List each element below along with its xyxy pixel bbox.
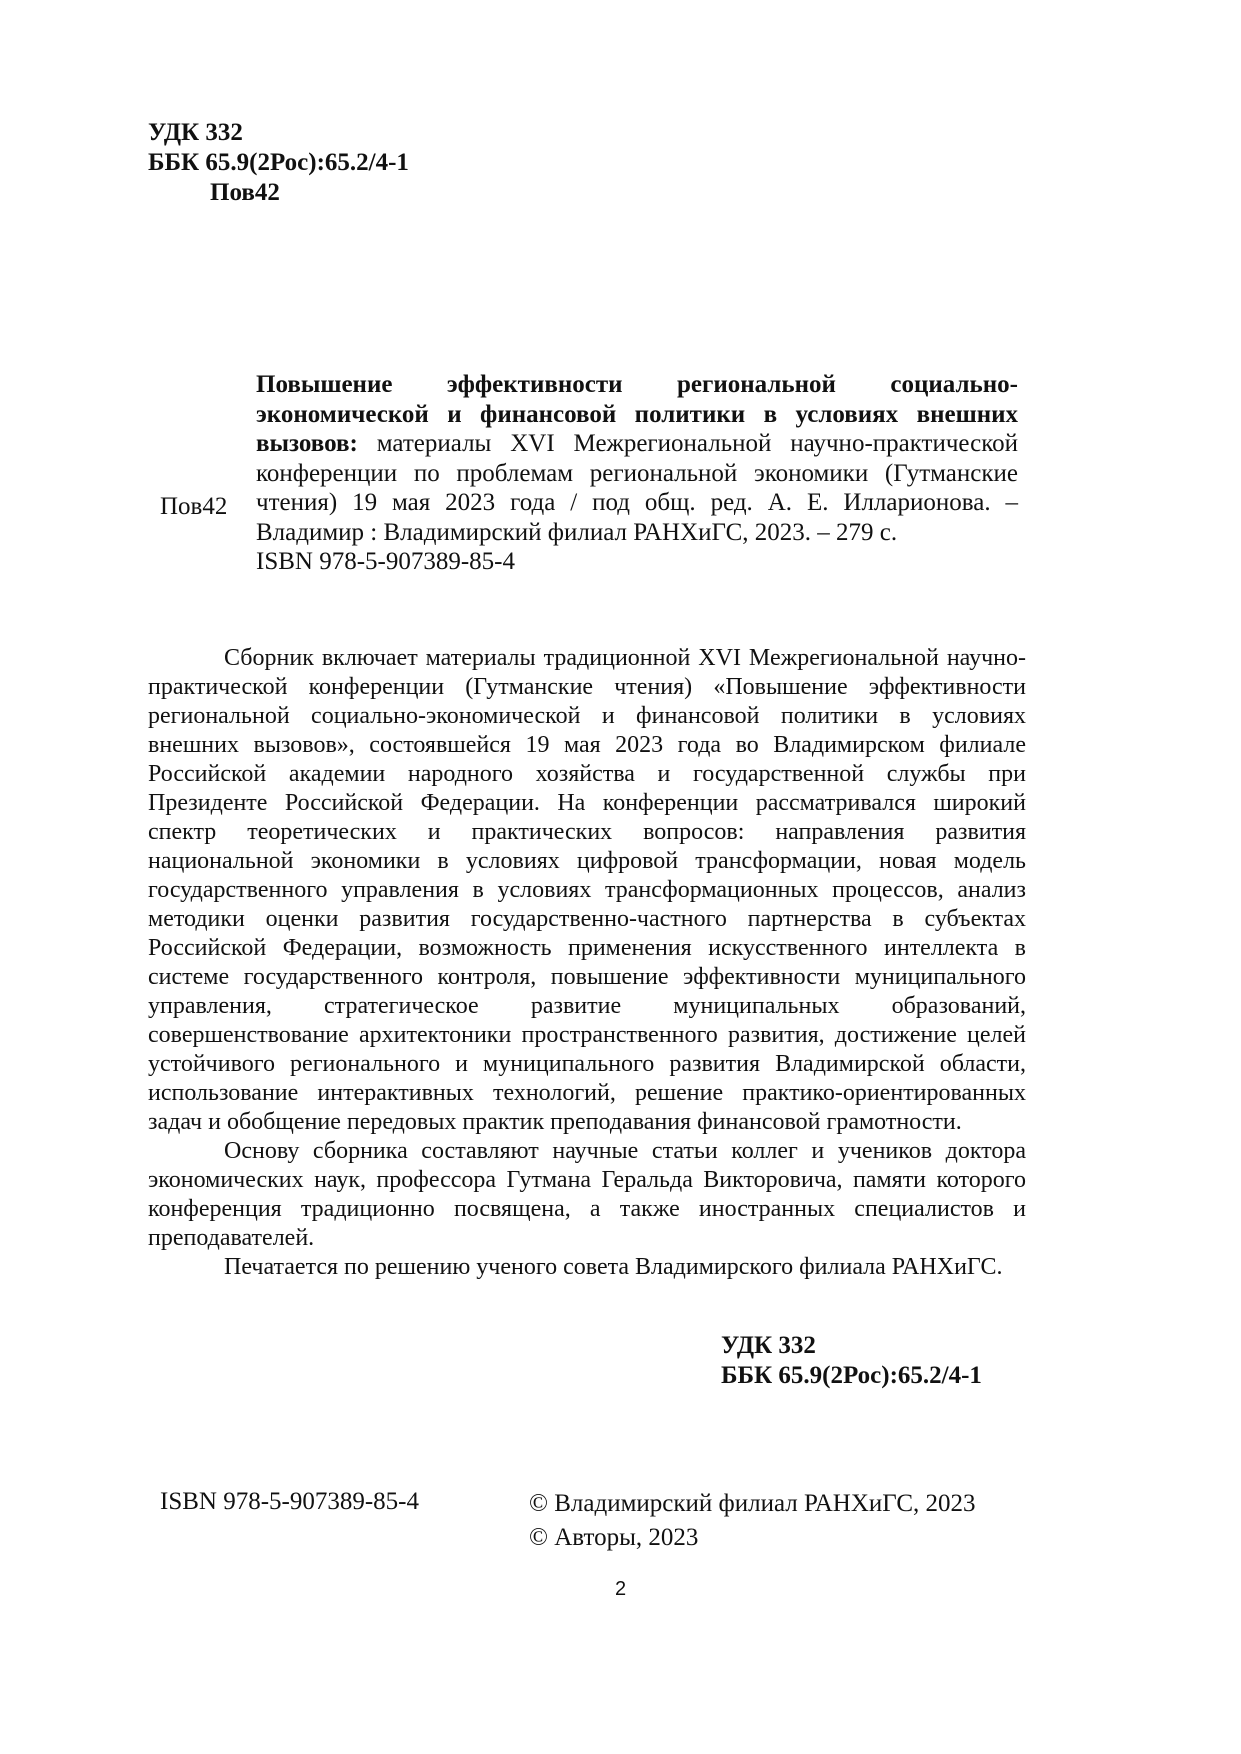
annotation-paragraph: Печатается по решению ученого совета Владимирского филиала РАНХиГС. [224,1254,1003,1280]
copyright-authors: © Авторы, 2023 [529,1524,699,1551]
author-mark: Пов42 [210,179,280,206]
bbk-code: ББК 65.9(2Рос):65.2/4-1 [721,1362,982,1389]
classification-codes-top [148,118,409,208]
classification-codes-bottom [721,1331,982,1391]
entry-isbn: ISBN 978-5-907389-85-4 [256,548,516,575]
udk-code: УДК 332 [721,1332,816,1359]
copyright-block [529,1487,976,1555]
bibliographic-entry [256,370,1018,577]
bbk-code: ББК 65.9(2Рос):65.2/4-1 [148,149,409,176]
catalog-code: Пов42 [160,493,228,520]
annotation [148,644,1026,1282]
copyright-publisher: © Владимирский филиал РАНХиГС, 2023 [529,1490,976,1517]
udk-code: УДК 332 [148,119,243,146]
annotation-paragraph: Основу сборника составляют научные статьи коллег и учеников доктора экономических наук, профессора Гутмана Геральда Викторовича, памяти которого конференция традиционно посвящена, а также иностранных специалистов и преподавателей. [148,1138,1026,1251]
book-description: материалы XVI Межрегиональной научно-практической конференции по проблемам региональной экономики (Гутманские чтения) 19 мая 2023 года / под общ. ред. А. Е. Илларионова. – Владимир : Владимирский филиал РАНХиГС, 2023. – 279 с. [256,430,1019,546]
imprint-isbn: ISBN 978-5-907389-85-4 [160,1488,420,1515]
page-number: 2 [614,1578,627,1600]
book-title: Повышение эффективности региональной социально-экономической и финансовой политики в условиях внешних вызовов: [256,371,1018,457]
annotation-paragraph: Сборник включает материалы традиционной XVI Межрегиональной научно-практической конференции (Гутманские чтения) «Повышение эффективности региональной социально-экономической и финансовой политики в условиях внешних вызовов», состоявшейся 19 мая 2023 года во Владимирском филиале Российской академии народного хозяйства и государственной службы при Президенте Российской Федерации. На конференции рассматривался широкий спектр теоретических и практических вопросов: направления развития национальной экономики в условиях цифровой трансформации, новая модель государственного управления в условиях трансформационных процессов, анализ методики оценки развития государственно-частного партнерства в субъектах Российской Федерации, возможность применения искусственного интеллекта в системе государственного контроля, повышение эффективности муниципального управления, стратегическое развитие муниципальных образований, совершенствование архитектоники пространственного развития, достижение целей устойчивого регионального и муниципального развития Владимирской области, использование интерактивных технологий, решение практико-ориентированных задач и обобщение передовых практик преподавания финансовой грамотности. [148,645,1026,1135]
